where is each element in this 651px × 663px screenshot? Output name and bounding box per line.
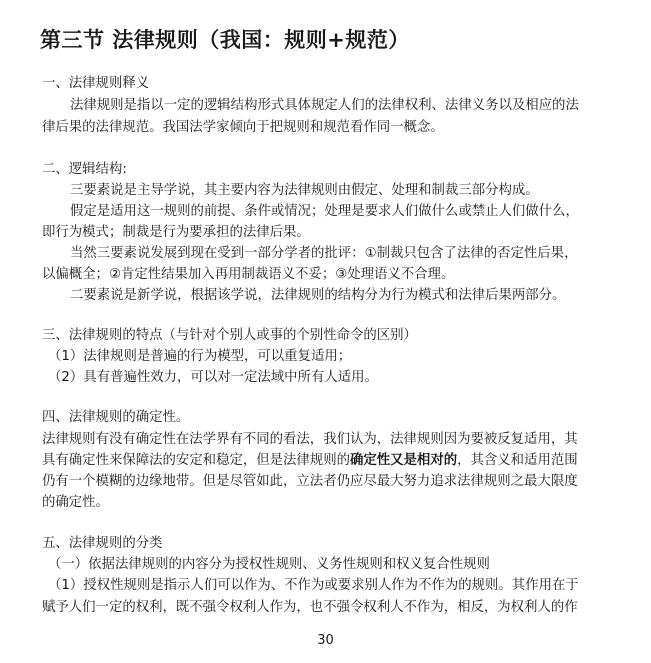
list-item: （2）具有普遍性效力，可以对一定法域中所有人适用。 — [48, 370, 378, 385]
paragraph-line: 三要素说是主导学说，其主要内容为法律规则由假定、处理和制裁三部分构成。 — [70, 183, 539, 198]
paragraph-line — [42, 451, 578, 471]
list-item: （1）法律规则是普遍的行为模型，可以重复适用； — [48, 349, 352, 364]
page-number: 30 — [317, 633, 334, 648]
paragraph-line: 法律规则有没有确定性在法学界有不同的看法，我们认为，法律规则因为要被反复适用，其 — [42, 432, 578, 447]
paragraph-line: 以偏概全；②肯定性结果加入再用制裁语义不妥；③处理语义不合理。 — [42, 267, 455, 282]
text-run: ，其含义和适用范围 — [457, 453, 578, 468]
paragraph-line: 赋予人们一定的权利，既不强令权利人作为，也不强令权利人不作为，相反，为权利人的作 — [42, 600, 578, 615]
paragraph-line: 假定是适用这一规则的前提、条件或情况；处理是要求人们做什么或禁止人们做什么， — [70, 204, 579, 219]
heading-rule-classification: 五、法律规则的分类 — [42, 536, 163, 551]
heading-rule-certainty: 四、法律规则的确定性。 — [42, 410, 190, 425]
paragraph-line: （1）授权性规则是指示人们可以作为、不作为或要求别人作为不作为的规则。其作用在于 — [48, 578, 579, 593]
paragraph-line: 的确定性。 — [42, 495, 109, 510]
heading-rule-definition: 一、法律规则释义 — [42, 76, 150, 91]
emphasis-text: 确定性又是相对的 — [349, 453, 458, 468]
subheading: （一）依据法律规则的内容分为授权性规则、义务性规则和权义复合性规则 — [48, 557, 490, 572]
paragraph-line: 二要素说是新学说，根据该学说，法律规则的结构分为行为模式和法律后果两部分。 — [70, 288, 566, 303]
paragraph-line: 律后果的法律规范。我国法学家倾向于把规则和规范看作同一概念。 — [42, 120, 444, 135]
text-run: 具有确定性来保障法的安定和稳定，但是法律规则的 — [42, 453, 350, 468]
paragraph-line: 当然三要素说发展到现在受到一部分学者的批评：①制裁只包含了法律的否定性后果， — [70, 246, 578, 261]
heading-logical-structure: 二、逻辑结构: — [42, 162, 127, 177]
heading-rule-features: 三、法律规则的特点（与针对个别人或事的个别性命令的区别） — [42, 328, 417, 343]
paragraph-line: 仍有一个模糊的边缘地带。但是尽管如此，立法者仍应尽最大努力追求法律规则之最大限度 — [42, 474, 578, 489]
paragraph-line: 法律规则是指以一定的逻辑结构形式具体规定人们的法律权利、法律义务以及相应的法 — [70, 98, 579, 113]
paragraph-line: 即行为模式；制裁是行为要承担的法律后果。 — [42, 225, 310, 240]
section-title: 第三节 法律规则（我国：规则+规范） — [40, 28, 410, 52]
